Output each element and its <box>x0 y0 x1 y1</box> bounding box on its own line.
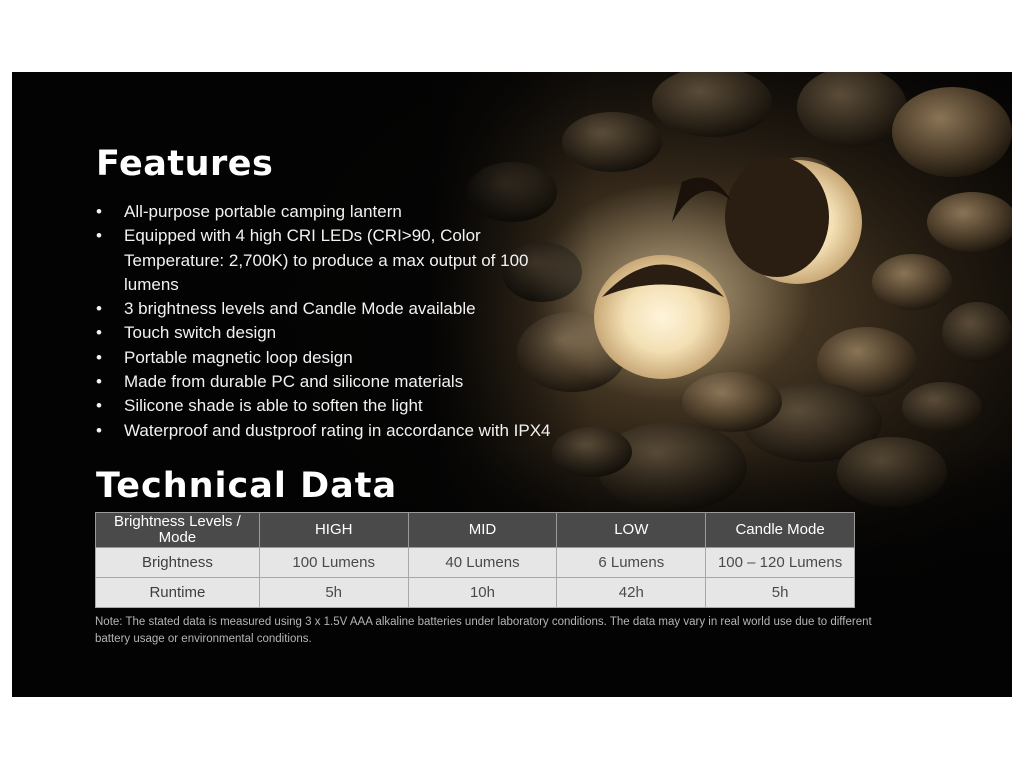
technical-data-heading: Technical Data <box>96 466 398 506</box>
feature-text: 3 brightness levels and Candle Mode available <box>124 299 476 319</box>
feature-item <box>96 370 566 394</box>
technical-data-table <box>95 512 855 608</box>
bullet: • <box>96 226 102 246</box>
table-cell: 40 Lumens <box>408 548 557 578</box>
table-cell: 5h <box>259 578 408 608</box>
product-slide <box>12 72 1012 697</box>
table-cell: 10h <box>408 578 557 608</box>
feature-item <box>96 346 566 370</box>
bullet: • <box>96 202 102 221</box>
table-cell: 6 Lumens <box>557 548 706 578</box>
feature-text: All-purpose portable camping lantern <box>124 202 402 221</box>
row-label: Runtime <box>96 578 260 608</box>
table-cell: 42h <box>557 578 706 608</box>
table-row <box>96 548 855 578</box>
bullet: • <box>96 372 102 392</box>
header-cell: Candle Mode <box>706 513 855 548</box>
feature-text: Equipped with 4 high CRI LEDs (CRI>90, Color Temperature: 2,700K) to produce a max output of 100 lumens <box>124 226 529 294</box>
table-cell: 5h <box>706 578 855 608</box>
bullet: • <box>96 323 102 343</box>
bullet: • <box>96 299 102 319</box>
feature-text: Touch switch design <box>124 323 277 343</box>
feature-text: Silicone shade is able to soften the light <box>124 396 423 416</box>
feature-item <box>96 224 566 297</box>
feature-item <box>96 394 566 418</box>
table-cell: 100 Lumens <box>259 548 408 578</box>
feature-item <box>96 321 566 345</box>
header-cell: Brightness Levels / Mode <box>96 513 260 548</box>
feature-text: Waterproof and dustproof rating in accordance with IPX4 <box>124 420 551 440</box>
footnote: Note: The stated data is measured using 3 x 1.5V AAA alkaline batteries under laboratory conditions. The data may vary in real world use due to different battery usage or environmental conditions. <box>95 616 872 645</box>
header-cell: MID <box>408 513 557 548</box>
features-heading: Features <box>96 144 274 184</box>
bullet: • <box>96 420 102 440</box>
table-row <box>96 578 855 608</box>
feature-text: Made from durable PC and silicone materials <box>124 372 464 392</box>
feature-text: Portable magnetic loop design <box>124 347 353 367</box>
feature-item <box>96 297 566 321</box>
row-label: Brightness <box>96 548 260 578</box>
bullet: • <box>96 396 102 416</box>
header-cell: HIGH <box>259 513 408 548</box>
feature-item <box>96 419 566 443</box>
bullet: • <box>96 347 102 367</box>
header-cell: LOW <box>557 513 706 548</box>
feature-item <box>96 200 566 224</box>
table-cell: 100 – 120 Lumens <box>706 548 855 578</box>
features-list <box>96 200 566 443</box>
table-header-row <box>96 513 855 548</box>
